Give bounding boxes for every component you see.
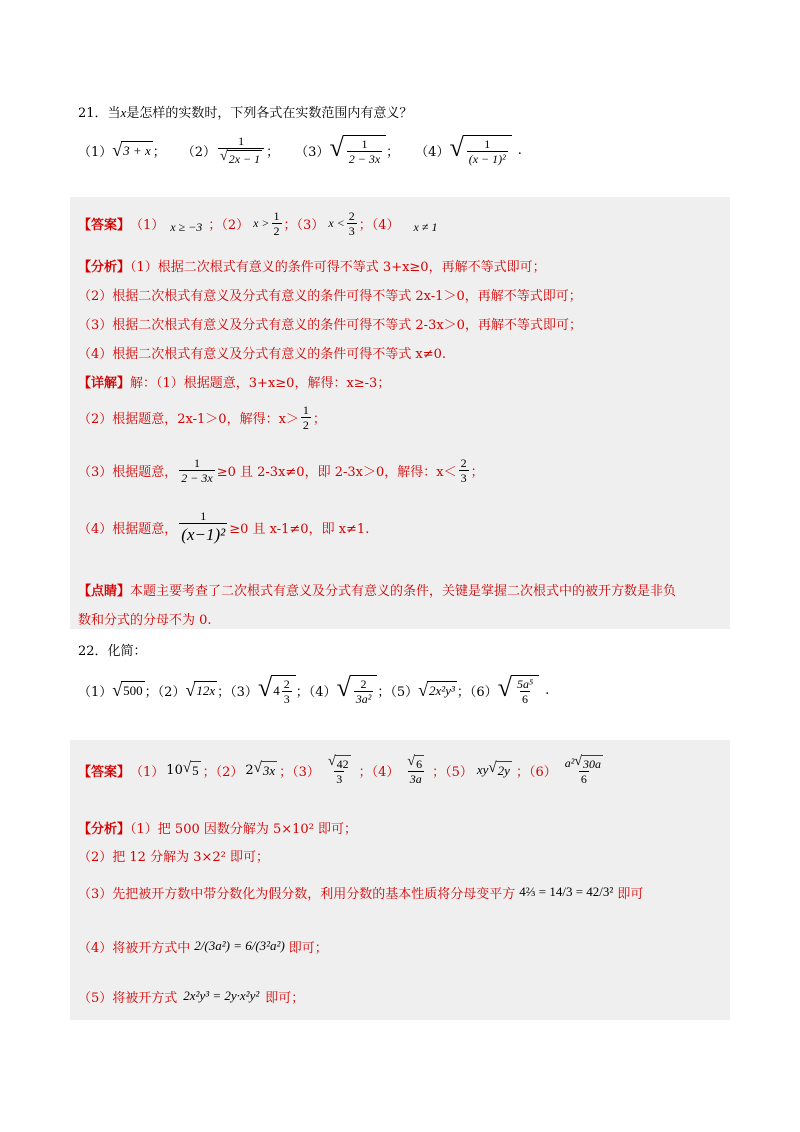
q22-item2-expr: √ 12x [185,680,216,700]
q22-answer-tag: 【答案】 [78,764,131,780]
q21-detail-2-pre: （2）根据题意，2x-1＞0，解得：x＞ [78,411,299,427]
q21-item2-label: （2） [181,144,217,160]
q22-item1-expr: √ 500 [112,680,143,700]
q21-items [78,130,522,170]
q22-analysis-5 [78,978,304,1014]
q22-analysis-1 [78,818,357,837]
q21-item3-label: （3） [295,144,330,160]
q21-comment-1-text: 本题主要考查了二次根式有意义及分式有意义的条件，关键是掌握二次根式中的被开方数是非负 [130,584,677,599]
q21-analysis-3: （3）根据二次根式有意义及分式有意义的条件可得不等式 2-3x＞0，再解不等式即可； [78,318,582,333]
q22-item2-label: ；（2） [144,684,186,700]
q22-analysis-3-math: 4⅔ = 14/3 = 42/3² [519,884,614,899]
q22-item3-expr: √ 4 $\frac{2}{3}$ [258,675,296,706]
q21-detail-1 [78,372,390,391]
q21-detail-3-post: ； [470,464,484,480]
q22-analysis-3-pre: （3）先把被开方数中带分数化为假分数，利用分数的基本性质将分母变平方 [78,886,516,902]
q21-detail-4-pre: （4）根据题意， [78,521,178,537]
q21-answer-2-val: x > [253,215,270,230]
q22-answer-4-label: ；（4） [358,764,400,780]
q21-detail-4 [78,502,369,552]
q22-analysis-tag: 【分析】 [78,822,131,837]
q21-answer-4-val: x ≠ 1 [413,219,438,234]
q22-answer-2-label: ；（2） [202,764,244,780]
q22-analysis-1-text: （1）把 500 因数分解为 5×10² 即可； [130,822,358,837]
q21-analysis-1 [78,256,546,275]
q21-item4-end: . [517,142,522,158]
q21-answer-4-label: ；（4） [358,217,400,233]
q22-item5-expr: √ 2x²y³ [418,680,455,700]
q22-answer-4: √ 6 3a [407,753,423,786]
q22-analysis-3-post: 即可 [617,886,644,902]
q21-item3-expr: √ $\frac{1}{2 - 3x}$ [329,135,386,166]
q21-title-var: x [120,105,127,120]
q22-item6-expr: √ $\frac{\text{5a⁵}}{6}$ [498,675,539,706]
q21-item4-expr: √ $\frac{1}{\text{(x − 1)²}}$ [449,135,511,166]
q22-answer-5-label: ；（5） [432,764,473,780]
q21-item1-label: （1） [78,144,113,160]
q21-item4-label: （4） [415,144,450,160]
q22-answer-2: 2 √ 3x [245,760,276,778]
q22-answer-1: 10 √ 5 [166,760,199,778]
q22-answer-5: xy √ 2y [476,760,510,778]
q22-item4-expr: √ $\frac{2}{\text{3a²}}$ [336,675,377,706]
q22-answer [78,746,611,794]
q22-item5-label: ；（5） [377,684,419,700]
q21-title-prefix: 21．当 [78,106,121,121]
q21-analysis-4: （4）根据二次根式有意义及分式有意义的条件可得不等式 x≠0. [78,347,447,362]
q21-item1-expr: √ 3 + x [112,140,151,160]
q21-comment-1 [78,580,676,599]
q21-detail-2 [78,400,326,434]
q21-item2-expr: 1 √ 2x − 1 [218,134,264,165]
q22-analysis-4-post: 即可； [288,940,328,956]
q22-item6-label: ；（6） [456,684,498,700]
q21-answer-1-label: （1） [130,217,165,233]
q22-end: . [545,682,550,698]
detail-tag: 【详解】 [78,376,131,391]
q21-detail-2-frac: $\frac{1}{2}$ [302,402,309,432]
q21-answer-3-frac: $\frac{2}{3}$ [348,208,355,238]
q21-item3-sep: ； [386,144,400,160]
q21-analysis-2: （2）根据二次根式有意义及分式有意义的条件可得不等式 2x-1＞0，再解不等式即可； [78,289,582,304]
comment-tag: 【点睛】 [78,584,131,599]
q21-detail-2-post: ； [312,411,326,427]
q21-detail-1-text: 解：（1）根据题意，3+x≥0，解得：x≥-3； [130,376,391,391]
q22-analysis-4 [78,928,328,964]
q22-answer-3: √ 42 3 [327,753,349,786]
q21-detail-4-post: ≥0 且 x-1≠0，即 x≠1. [229,521,370,537]
q21-title [78,102,412,121]
q21-detail-3 [78,452,484,488]
q22-analysis-4-pre: （4）将被开方式中 [78,940,191,956]
q22-analysis-2: （2）把 12 分解为 3×2² 即可； [78,850,269,865]
q21-answer-3-label: ；（3） [283,217,325,233]
q21-detail-3-frac2: $\frac{2}{3}$ [460,455,467,485]
q22-title: 22．化简： [78,644,147,659]
q22-answer-3-label: ；（3） [279,764,320,780]
q22-answer-6: a² √ 30a 6 [564,753,602,786]
q21-item1-sep: ； [152,144,166,160]
q21-answer-1-val: x ≥ −3 [170,219,203,234]
q21-title-suffix: 是怎样的实数时，下列各式在实数范围内有意义？ [126,106,413,121]
q21-detail-3-pre: （3）根据题意， [78,464,178,480]
q21-item2-sep: ； [266,144,280,160]
q22-item1-label: （1） [78,684,113,700]
q22-items [78,670,549,710]
answer-tag: 【答案】 [78,217,131,233]
q22-analysis-4-math: 2/(3a²) = 6/(3²a²) [194,938,285,953]
q21-analysis-1-text: （1）根据二次根式有意义的条件可得不等式 3+x≥0，再解不等式即可； [130,260,546,275]
q22-item4-label: ；（4） [295,684,337,700]
q21-detail-4-frac: $\frac{1}{\text{(x−1)²}}$ [181,508,226,544]
q21-answer [78,206,437,240]
q21-detail-3-frac: $\frac{1}{2 - 3x}$ [181,455,213,485]
q22-item3-label: ；（3） [217,684,258,700]
q21-detail-3-mid: ≥0 且 2-3x≠0，即 2-3x＞0，解得：x＜ [216,464,457,480]
q21-answer-2-label: ；（2） [208,217,250,233]
q22-analysis-5-math: 2x²y³ = 2y·x²y² [183,988,260,1003]
analysis-tag: 【分析】 [78,260,131,275]
q22-answer-6-label: ；（6） [515,764,557,780]
q22-analysis-3 [78,874,643,910]
q21-answer-2-frac: $\frac{1}{2}$ [273,208,280,238]
q22-analysis-5-pre: （5）将被开方式 [78,990,178,1006]
q21-comment-2: 数和分式的分母不为 0. [78,613,212,628]
q22-answer-1-label: （1） [130,764,165,780]
q22-analysis-5-post: 即可； [265,990,305,1006]
q21-answer-3-val: x < [328,215,345,230]
